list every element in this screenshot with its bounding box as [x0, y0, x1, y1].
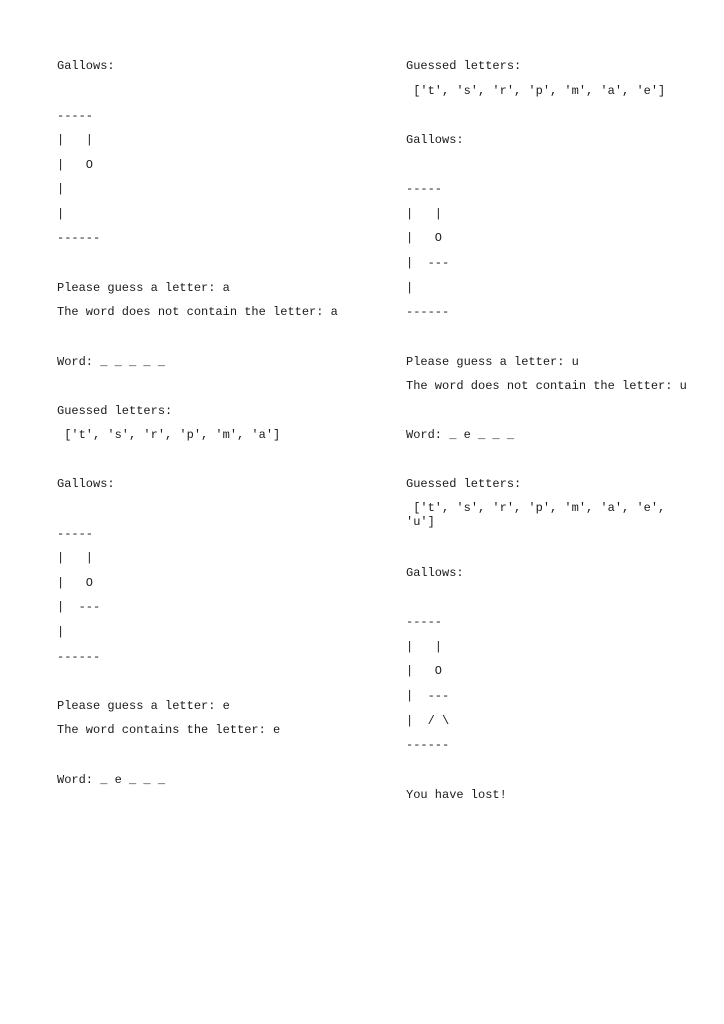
guessed-letters-heading: Guessed letters: [406, 59, 522, 73]
guess-prompt: Please guess a letter: u [406, 355, 579, 369]
gallows-heading: Gallows: [57, 59, 115, 73]
gallows-line: ------ [57, 231, 101, 245]
gallows-line: | O [406, 231, 443, 245]
gallows-line: ----- [57, 109, 94, 123]
gallows-line: ------ [406, 738, 450, 752]
gallows-line: ------ [57, 650, 101, 664]
gallows-line: ----- [57, 527, 94, 541]
guess-prompt: Please guess a letter: a [57, 281, 230, 295]
gallows-line: | --- [406, 256, 450, 270]
gallows-heading: Gallows: [406, 133, 464, 147]
gallows-line: | [57, 625, 65, 639]
gallows-heading: Gallows: [406, 566, 464, 580]
guess-result: The word does not contain the letter: u [406, 379, 687, 393]
gallows-line: | O [57, 576, 94, 590]
gallows-line: | O [57, 158, 94, 172]
gallows-line: | [57, 182, 65, 196]
gallows-line: ----- [406, 182, 443, 196]
word-progress: Word: _ e _ _ _ [57, 773, 166, 787]
guessed-letters-list: ['t', 's', 'r', 'p', 'm', 'a'] [57, 428, 281, 442]
gallows-line: | / \ [406, 714, 450, 728]
gallows-line: | --- [406, 689, 450, 703]
gallows-line: | --- [57, 600, 101, 614]
word-progress: Word: _ e _ _ _ [406, 428, 515, 442]
gallows-line: | | [406, 640, 443, 654]
guessed-letters-list: ['t', 's', 'r', 'p', 'm', 'a', 'e'] [406, 84, 666, 98]
guess-result: The word contains the letter: e [57, 723, 281, 737]
gallows-line: | [57, 207, 65, 221]
guess-result: The word does not contain the letter: a [57, 305, 338, 319]
gallows-line: ----- [406, 615, 443, 629]
gallows-line: | | [57, 551, 94, 565]
guessed-letters-heading: Guessed letters: [406, 477, 522, 491]
gallows-heading: Gallows: [57, 477, 115, 491]
gallows-line: | | [406, 207, 443, 221]
game-over-message: You have lost! [406, 788, 507, 802]
guessed-letters-heading: Guessed letters: [57, 404, 173, 418]
word-progress: Word: _ _ _ _ _ [57, 355, 166, 369]
guess-prompt: Please guess a letter: e [57, 699, 230, 713]
guessed-letters-list: ['t', 's', 'r', 'p', 'm', 'a', 'e', 'u'] [406, 501, 673, 529]
gallows-line: | [406, 281, 414, 295]
gallows-line: | | [57, 133, 94, 147]
gallows-line: | O [406, 664, 443, 678]
gallows-line: ------ [406, 305, 450, 319]
